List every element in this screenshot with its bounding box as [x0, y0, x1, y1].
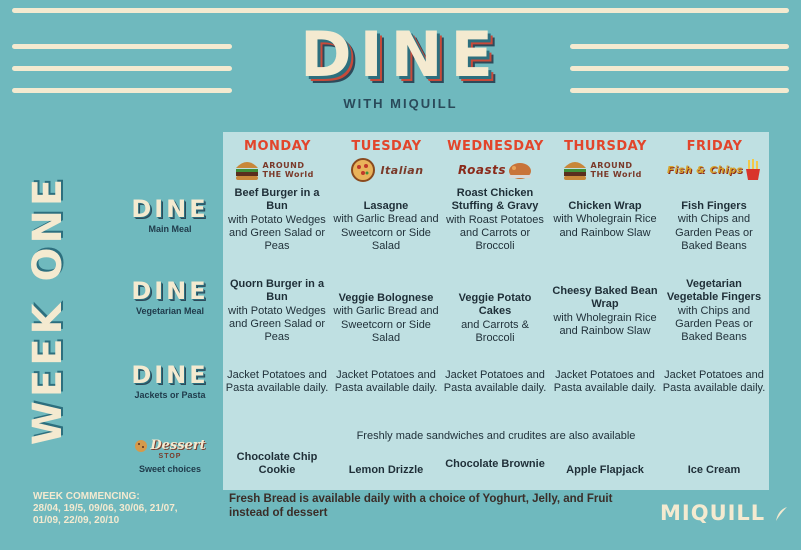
row-label-title: DINE: [131, 277, 209, 305]
quill-icon: [774, 506, 788, 522]
meal-desc: with Garlic Bread and Sweetcorn or Side Salad: [333, 305, 439, 344]
theme-badge-friday: [663, 156, 767, 184]
jackets-thursday: Jacket Potatoes and Pasta available daily.: [553, 369, 657, 395]
meal-desc: with Chips and Garden Peas or Baked Beans: [675, 304, 753, 344]
jackets-monday: Jacket Potatoes and Pasta available daily.: [225, 369, 329, 395]
row-label-dessert: [120, 438, 220, 474]
veg-meal-thursday: [552, 285, 658, 338]
meal-desc: and Carrots & Broccoli: [461, 318, 529, 344]
stripe-top: [12, 8, 789, 13]
theme-badge-label: Italian: [380, 163, 424, 177]
meal-name: Cheesy Baked Bean Wrap: [552, 285, 658, 311]
meal-name: Roast Chicken Stuffing & Gravy: [451, 187, 539, 213]
theme-badge-label: AROUND THE World: [262, 161, 314, 179]
meal-name: Vegetarian Vegetable Fingers: [666, 278, 762, 304]
burger-icon: [234, 158, 260, 182]
day-header-monday: MONDAY: [244, 139, 311, 154]
jackets-tuesday: Jacket Potatoes and Pasta available daily.: [334, 369, 438, 395]
veg-meal-wednesday: [442, 292, 548, 345]
meal-desc: with Wholegrain Rice and Rainbow Slaw: [553, 311, 657, 337]
week-commencing-dates-1: 28/04, 19/5, 09/06, 30/06, 21/07,: [33, 503, 178, 514]
bottom-border: [0, 550, 801, 559]
theme-badge-tuesday: [335, 156, 439, 184]
row-label-sub: Jackets or Pasta: [134, 390, 206, 400]
veg-meal-friday: [661, 278, 767, 344]
dessert-friday: Ice Cream: [687, 464, 741, 476]
dessert-wednesday: Chocolate Brownie: [445, 458, 545, 470]
theme-badge-label: Fish & Chips: [666, 164, 743, 176]
roast-chicken-icon: [506, 159, 534, 181]
dessert-monday: Chocolate Chip Cookie: [236, 451, 318, 476]
meal-desc: with Potato Wedges and Green Salad or Peas: [228, 213, 326, 253]
meal-desc: with Chips and Garden Peas or Baked Beans: [675, 213, 753, 252]
main-meal-tuesday: [333, 200, 439, 253]
row-label-title: DINE: [131, 361, 209, 389]
theme-badge-label: Roasts: [457, 163, 506, 177]
meal-desc: with Garlic Bread and Sweetcorn or Side Salad: [333, 213, 439, 252]
day-header-tuesday: TUESDAY: [351, 139, 422, 154]
meal-name: Veggie Potato Cakes: [458, 292, 532, 318]
meal-desc: with Wholegrain Rice and Rainbow Slaw: [553, 213, 657, 239]
burger-icon: [562, 158, 588, 182]
dessert-stop-logo: [120, 438, 220, 453]
week-commencing: [33, 491, 178, 527]
page-title: DINE: [300, 18, 501, 91]
dessert-thursday: Apple Flapjack: [566, 464, 644, 476]
meal-name: Quorn Burger in a Bun: [229, 278, 325, 304]
brand-name: MIQUILL: [660, 501, 766, 525]
dessert-stop-title: Dessert: [150, 438, 206, 453]
theme-badge-label: AROUND THE World: [590, 161, 642, 179]
main-meal-thursday: [552, 200, 658, 240]
theme-badge-thursday: [554, 156, 658, 184]
brand-logo: [660, 501, 788, 525]
pizza-icon: [350, 157, 376, 183]
dessert-stop-subtitle: STOP: [158, 453, 182, 460]
fries-icon: [743, 158, 763, 182]
row-label-sub: Vegetarian Meal: [135, 306, 205, 316]
row-label-sub: Sweet choices: [138, 464, 202, 474]
veg-meal-monday: [224, 278, 330, 344]
row-label-vegetarian: [120, 278, 220, 316]
week-one-text: WEEK ONE: [25, 174, 71, 446]
meal-name: Lasagne: [363, 200, 409, 212]
meal-name: Fish Fingers: [681, 200, 747, 212]
veg-meal-tuesday: [333, 292, 439, 345]
day-header-wednesday: WEDNESDAY: [447, 139, 544, 154]
day-header-thursday: THURSDAY: [564, 139, 647, 154]
sandwich-note: Freshly made sandwiches and crudites are also available: [356, 430, 636, 442]
meal-desc: with Roast Potatoes and Carrots or Broccoli: [446, 213, 544, 253]
meal-name: Chicken Wrap: [568, 200, 642, 212]
week-one-label: [18, 174, 78, 446]
meal-name: Veggie Bolognese: [338, 292, 434, 304]
main-meal-monday: [224, 187, 330, 253]
main-meal-friday: [661, 200, 767, 253]
meal-desc: with Potato Wedges and Green Salad or Peas: [228, 304, 326, 344]
bread-note: Fresh Bread is available daily with a choice of Yoghurt, Jelly, and Fruit instead of dessert: [229, 493, 613, 519]
dessert-tuesday: Lemon Drizzle: [348, 464, 424, 476]
week-commencing-dates-2: 01/09, 22/09, 20/10: [33, 515, 120, 526]
row-label-title: DINE: [131, 195, 209, 223]
meal-name: Beef Burger in a Bun: [234, 187, 320, 213]
day-header-friday: FRIDAY: [686, 139, 743, 154]
cookie-icon: [134, 439, 148, 453]
jackets-friday: Jacket Potatoes and Pasta available daily.: [662, 369, 766, 395]
row-label-main-meal: [120, 196, 220, 234]
main-meal-wednesday: [442, 187, 548, 253]
jackets-wednesday: Jacket Potatoes and Pasta available daily.: [443, 369, 547, 395]
header-logo: [0, 20, 801, 111]
row-label-sub: Main Meal: [148, 224, 192, 234]
week-commencing-label: WEEK COMMENCING:: [33, 491, 140, 502]
page-subtitle: WITH MIQUILL: [343, 96, 458, 111]
row-label-jackets: [120, 362, 220, 400]
theme-badge-wednesday: [444, 156, 548, 184]
theme-badge-monday: [226, 156, 330, 184]
